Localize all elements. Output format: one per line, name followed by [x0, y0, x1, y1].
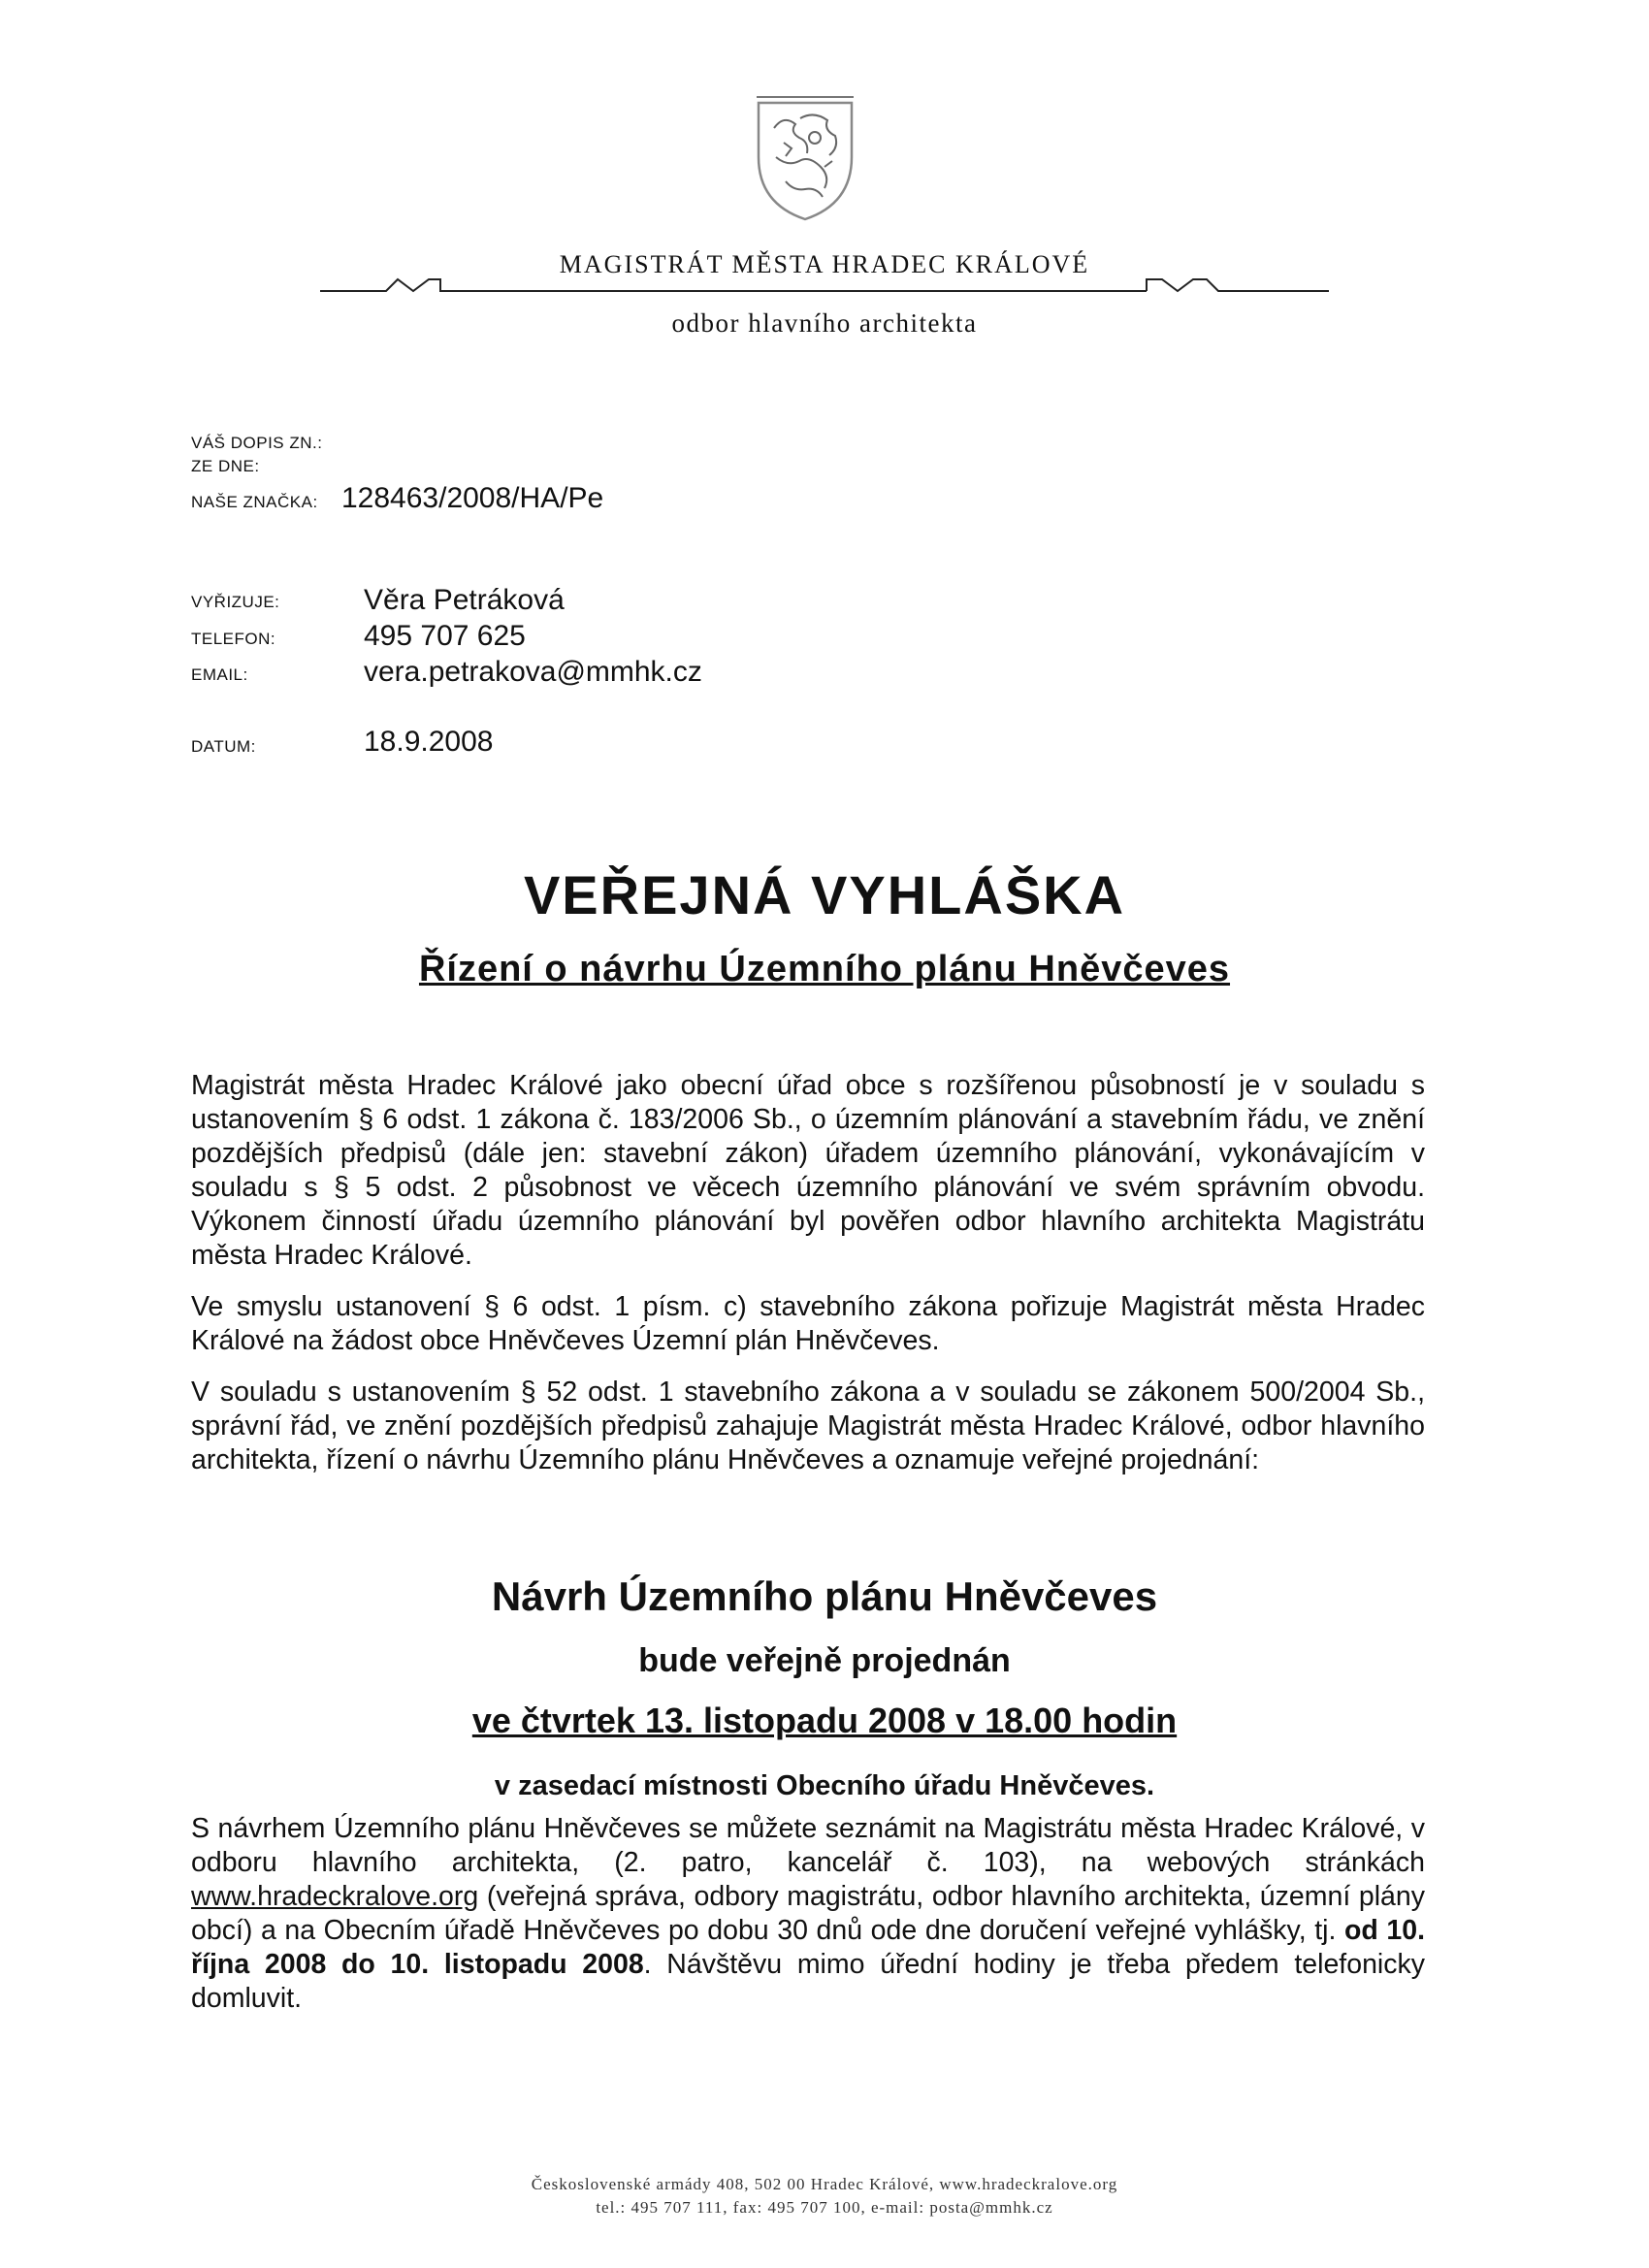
paragraph-1: Magistrát města Hradec Králové jako obecní úřad obce s rozšířenou působností je v souladu s ustanovením § 6 odst. 1 zákona č. 183/2006 Sb., o územním plánování a stavebním řádu, ve znění pozdějších předpisů (dále jen: stavební zákon) úřadem územního plánování, vykonávajícím v souladu s § 5 odst. 2 působnost ve věcech územního plánování ve svém správním obvodu. Výkonem činností úřadu územního plánování byl pověřen odbor hlavního architekta Magistrátu města Hradec Králové.: [191, 1070, 1425, 1271]
date-value: 18.9.2008: [364, 726, 494, 758]
paragraph-2: Ve smyslu ustanovení § 6 odst. 1 písm. c) stavebního zákona pořizuje Magistrát města Hradec Králové na žádost obce Hněvčeves Územní plán Hněvčeves.: [191, 1291, 1425, 1356]
our-ref-label: NAŠE ZNAČKA:: [191, 493, 318, 511]
handled-by-value: Věra Petráková: [364, 584, 565, 616]
final-text-2: (veřejná správa, odbory magistrátu, odbor hlavního architekta, územní plány obcí) a na Obecním úřadě Hněvčeves po dobu 30 dnů ode dne doručení veřejné vyhlášky, tj.: [191, 1881, 1425, 1946]
document-subtitle: Řízení o návrhu Územního plánu Hněvčeves: [418, 949, 1231, 989]
header-rule: [320, 258, 1329, 297]
email-label: EMAIL:: [191, 665, 248, 684]
email-value: vera.petrakova@mmhk.cz: [364, 656, 702, 688]
city-coat-of-arms-icon: [747, 89, 863, 225]
phone-label: TELEFON:: [191, 630, 276, 648]
paragraph-final: [191, 1812, 1425, 2016]
announcement-title: Návrh Územního plánu Hněvčeves: [491, 1573, 1158, 1619]
footer-contacts: tel.: 495 707 111, fax: 495 707 100, e-mail: posta@mmhk.cz: [596, 2198, 1053, 2217]
date-label: DATUM:: [191, 737, 256, 756]
paragraph-3: V souladu s ustanovením § 52 odst. 1 stavebního zákona a v souladu se zákonem 500/2004 Sb., správní řád, ve znění pozdějších předpisů zahajuje Magistrát města Hradec Králové, odbor hlavního architekta, řízení o návrhu Územního plánu Hněvčeves a oznamuje veřejné projednání:: [191, 1377, 1425, 1475]
footer-address: Československé armády 408, 502 00 Hradec Králové, www.hradeckralove.org: [531, 2175, 1118, 2193]
announcement-subline: bude veřejně projednán: [638, 1642, 1011, 1679]
date-of-label: ZE DNE:: [191, 457, 260, 475]
final-text-1: S návrhem Územního plánu Hněvčeves se můžete seznámit na Magistrátu města Hradec Králové, v odboru hlavního architekta, (2. patro, kancelář č. 103), na webových stránkách: [191, 1813, 1425, 1878]
department-name: odbor hlavního architekta: [671, 308, 978, 338]
your-letter-label: VÁŠ DOPIS ZN.:: [191, 434, 323, 452]
announcement-place: v zasedací místnosti Obecního úřadu Hněvčeves.: [494, 1770, 1155, 1801]
phone-value: 495 707 625: [364, 620, 526, 652]
website-link[interactable]: www.hradeckralove.org: [191, 1881, 479, 1912]
final-text-3: . Návštěvu mimo úřední hodiny je třeba předem telefonicky domluvit.: [191, 1949, 1425, 2014]
handled-by-label: VYŘIZUJE:: [191, 593, 280, 611]
announcement-date: ve čtvrtek 13. listopadu 2008 v 18.00 hodin: [471, 1701, 1178, 1740]
document-title: VEŘEJNÁ VYHLÁŠKA: [523, 864, 1126, 925]
institution-name: MAGISTRÁT MĚSTA HRADEC KRÁLOVÉ: [559, 250, 1090, 278]
our-ref-value: 128463/2008/HA/Pe: [341, 482, 604, 514]
final-period-bold: od 10. října 2008 do 10. listopadu 2008: [191, 1915, 1425, 1980]
